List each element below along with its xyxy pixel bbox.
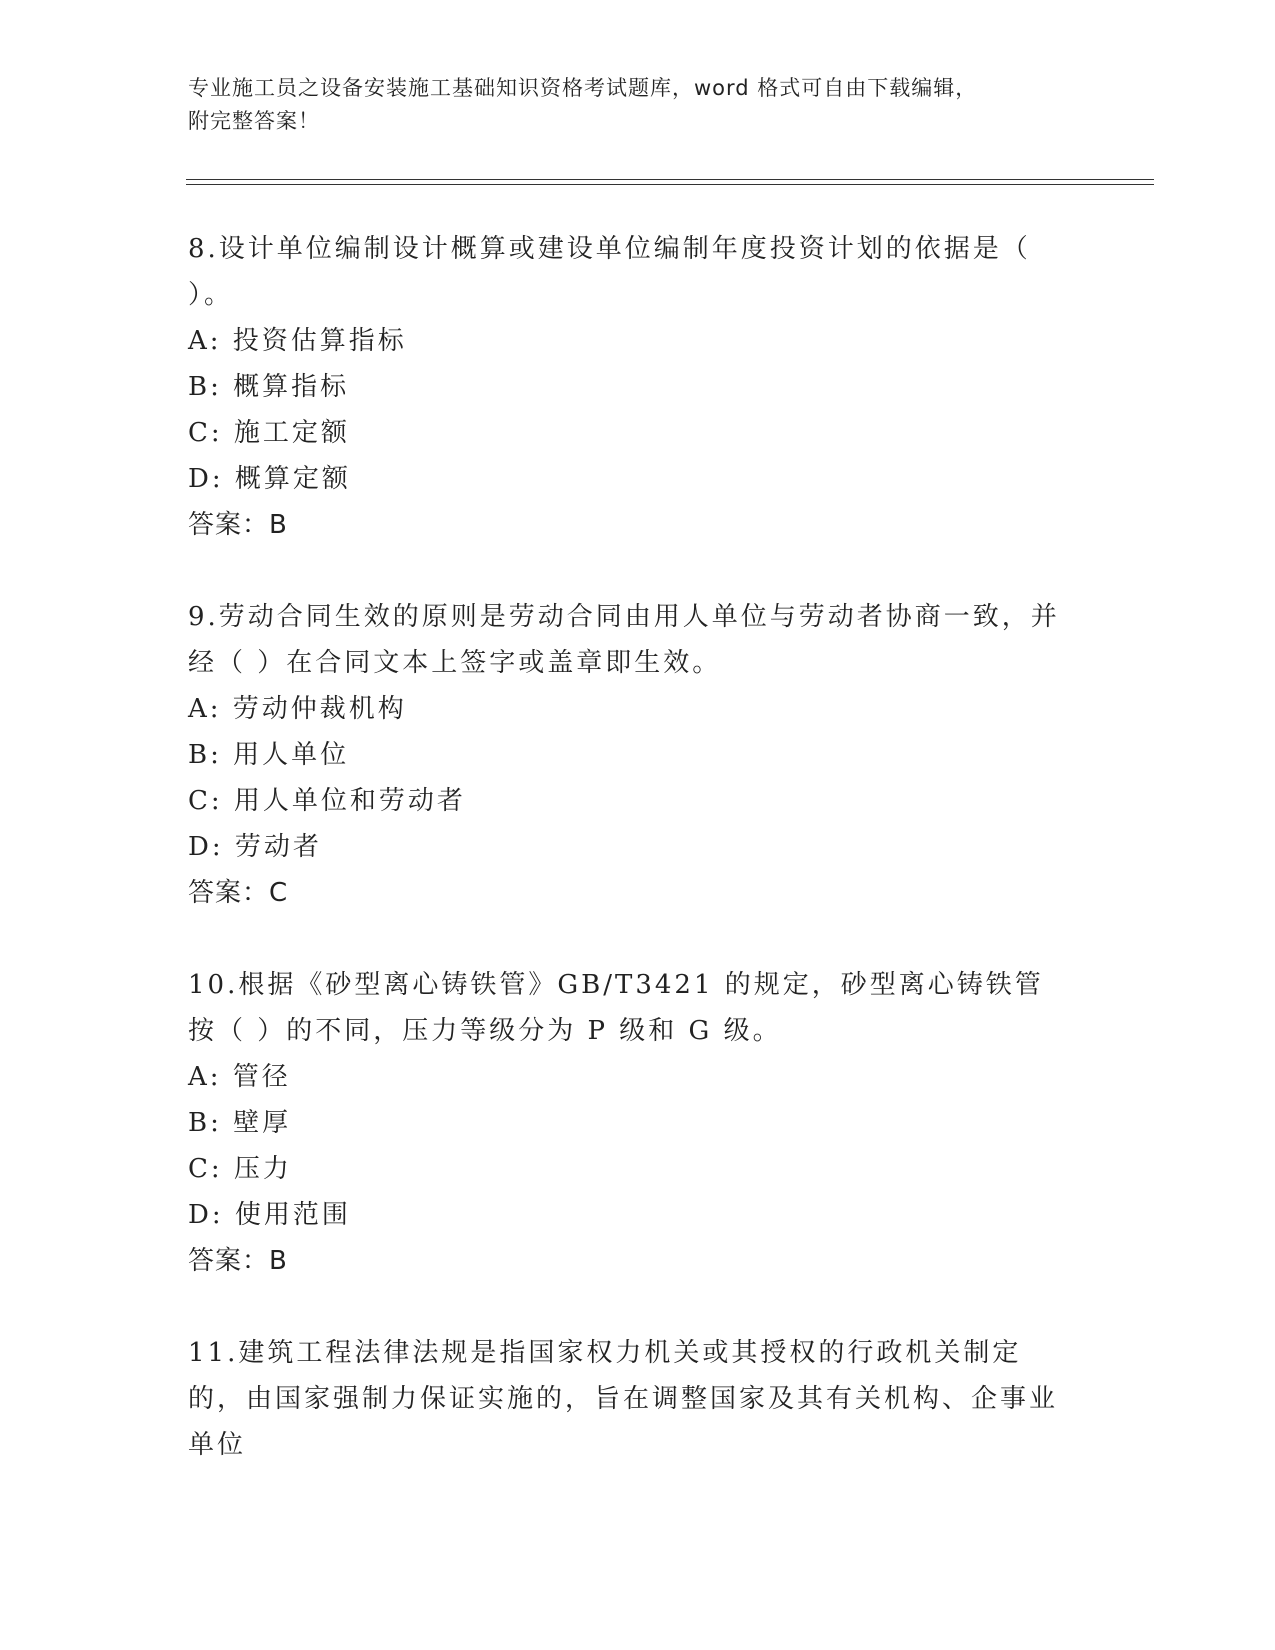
option-c: C: 压力 (188, 1154, 292, 1184)
question-9 (188, 594, 1068, 916)
option-a: A: 投资估算指标 (188, 326, 407, 356)
option-a: A: 劳动仲裁机构 (188, 694, 407, 724)
question-text: 9.劳动合同生效的原则是劳动合同由用人单位与劳动者协商一致，并经（ ）在合同文本上签字或盖章即生效。 (188, 602, 1060, 678)
option-list (188, 318, 1068, 502)
option-d: D: 概算定额 (188, 464, 351, 494)
option-d: D: 劳动者 (188, 832, 322, 862)
question-10 (188, 962, 1068, 1284)
option-b: B: 概算指标 (188, 372, 350, 402)
option-list (188, 686, 1068, 870)
option-a: A: 管径 (188, 1062, 291, 1092)
question-text: 10.根据《砂型离心铸铁管》GB/T3421 的规定，砂型离心铸铁管按（ ）的不同，压力等级分为 P 级和 G 级。 (188, 970, 1044, 1046)
option-d: D: 使用范围 (188, 1200, 351, 1230)
option-c: C: 用人单位和劳动者 (188, 786, 466, 816)
header-double-rule (186, 179, 1154, 185)
question-list (188, 226, 1068, 1514)
option-b: B: 用人单位 (188, 740, 350, 770)
question-text: 11.建筑工程法律法规是指国家权力机关或其授权的行政机关制定的，由国家强制力保证实施的，旨在调整国家及其有关机构、企事业单位 (188, 1338, 1059, 1460)
header-line-2: 附完整答案！ (188, 109, 320, 133)
option-b: B: 壁厚 (188, 1108, 292, 1138)
answer: 答案：C (188, 878, 289, 908)
option-c: C: 施工定额 (188, 418, 350, 448)
question-text: 8.设计单位编制设计概算或建设单位编制年度投资计划的依据是（ ）。 (188, 234, 1031, 310)
answer: 答案：B (188, 510, 288, 540)
question-8 (188, 226, 1068, 548)
question-11 (188, 1330, 1068, 1468)
option-list (188, 1054, 1068, 1238)
document-header (188, 72, 1068, 138)
answer: 答案：B (188, 1246, 288, 1276)
header-line-1: 专业施工员之设备安装施工基础知识资格考试题库，word 格式可自由下载编辑， (188, 76, 978, 100)
